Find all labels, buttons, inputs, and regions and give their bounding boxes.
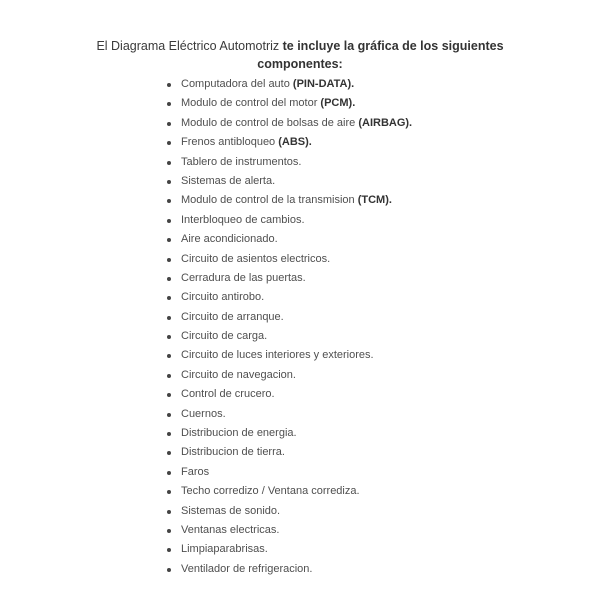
bullet-icon [167, 238, 171, 242]
list-item [165, 172, 412, 191]
list-item-text: Limpiaparabrisas. [181, 543, 268, 556]
list-item-text: Frenos antibloqueo [181, 136, 279, 149]
heading-normal-text: El Diagrama Eléctrico Automotriz [96, 39, 283, 53]
list-item-text: Aire acondicionado. [181, 233, 278, 246]
list-item [165, 424, 412, 443]
list-item [165, 346, 412, 365]
bullet-icon [167, 122, 171, 126]
list-item [165, 385, 412, 404]
list-item-code: (ABS). [278, 136, 312, 149]
bullet-icon [167, 277, 171, 281]
list-item-text: Ventanas electricas. [181, 523, 280, 536]
bullet-icon [167, 393, 171, 397]
bullet-icon [167, 141, 171, 145]
list-item-text: Circuito de arranque. [181, 310, 284, 323]
list-item-text: Interbloqueo de cambios. [181, 213, 305, 226]
list-item-text: Cuernos. [181, 407, 226, 420]
list-item-text: Circuito de luces interiores y exteriores. [181, 349, 374, 362]
bullet-icon [167, 354, 171, 358]
list-item [165, 327, 412, 346]
bullet-icon [167, 102, 171, 106]
bullet-icon [167, 471, 171, 475]
list-item-text: Modulo de control del motor [181, 97, 321, 110]
list-item [165, 114, 412, 133]
list-item-text: Modulo de control de la transmision [181, 194, 358, 207]
bullet-icon [167, 413, 171, 417]
bullet-icon [167, 432, 171, 436]
list-item-text: Circuito de navegacion. [181, 368, 296, 381]
list-item [165, 250, 412, 269]
bullet-icon [167, 335, 171, 339]
bullet-icon [167, 451, 171, 455]
list-item [165, 540, 412, 559]
bullet-icon [167, 219, 171, 223]
list-item-text: Control de crucero. [181, 388, 275, 401]
bullet-icon [167, 258, 171, 262]
bullet-icon [167, 510, 171, 514]
bullet-icon [167, 568, 171, 572]
list-item [165, 211, 412, 230]
list-item [165, 521, 412, 540]
list-item [165, 308, 412, 327]
list-item [165, 502, 412, 521]
bullet-icon [167, 199, 171, 203]
list-item [165, 288, 412, 307]
list-item-text: Ventilador de refrigeracion. [181, 562, 313, 575]
list-item-text: Tablero de instrumentos. [181, 155, 302, 168]
list-item [165, 191, 412, 210]
list-item [165, 153, 412, 172]
bullet-icon [167, 548, 171, 552]
bullet-icon [167, 180, 171, 184]
list-item [165, 482, 412, 501]
list-item [165, 133, 412, 152]
list-item [165, 94, 412, 113]
list-item [165, 366, 412, 385]
heading-bold-text: te incluye la gráfica de los siguientes componentes: [257, 39, 504, 71]
list-item-text: Sistemas de sonido. [181, 504, 281, 517]
bullet-icon [167, 296, 171, 300]
list-item-code: (TCM). [357, 194, 392, 207]
list-item-text: Modulo de control de bolsas de aire [181, 116, 359, 129]
list-item-text: Distribucion de tierra. [181, 446, 285, 459]
list-item-text: Techo corredizo / Ventana corrediza. [181, 485, 360, 498]
list-item-text: Cerradura de las puertas. [181, 271, 306, 284]
list-item-text: Faros [181, 465, 210, 478]
list-item [165, 463, 412, 482]
list-item-code: (PCM). [320, 97, 356, 110]
list-item-code: (PIN-DATA). [292, 78, 355, 90]
list-item-text: Circuito antirobo. [181, 291, 265, 304]
list-item-text: Distribucion de energia. [181, 427, 297, 440]
list-item-text: Sistemas de alerta. [181, 174, 276, 187]
bullet-icon [167, 316, 171, 320]
bullet-icon [167, 490, 171, 494]
list-item [165, 560, 412, 579]
list-item-code: (AIRBAG). [358, 116, 413, 129]
list-item-text: Circuito de carga. [181, 330, 268, 343]
bullet-icon [167, 83, 171, 87]
list-item [165, 75, 412, 94]
list-item-text: Computadora del auto [181, 78, 293, 90]
bullet-icon [167, 161, 171, 165]
list-item [165, 230, 412, 249]
list-item-text: Circuito de asientos electricos. [181, 252, 331, 265]
list-item [165, 443, 412, 462]
list-item [165, 269, 412, 288]
component-list [165, 75, 412, 579]
bullet-icon [167, 529, 171, 533]
list-item [165, 405, 412, 424]
bullet-icon [167, 374, 171, 378]
heading [60, 37, 540, 73]
